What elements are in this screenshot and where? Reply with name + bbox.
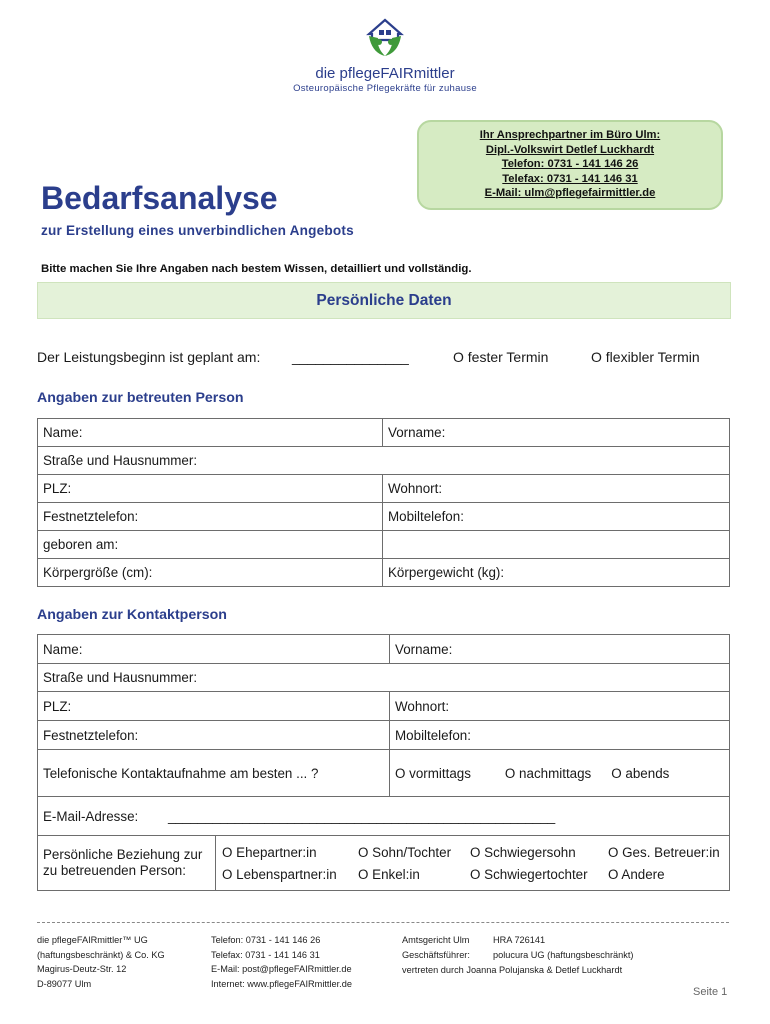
person-weight-field[interactable]: Körpergewicht (kg): [383,559,730,587]
table-row [38,475,730,503]
contact-phone: Telefon: 0731 - 141 146 26 [501,158,639,171]
person-mobile-field[interactable]: Mobiltelefon: [383,503,730,531]
contact-plz-field[interactable]: PLZ: [38,692,390,721]
table-row [38,836,730,891]
contact-email-field[interactable] [38,797,730,836]
table-row [38,635,730,664]
person-empty-cell[interactable] [383,531,730,559]
contact-person-section-heading: Angaben zur Kontaktperson [37,607,227,623]
footer-represented: vertreten durch Joanna Polujanska & Detlef Luckhardt [402,965,623,975]
table-row [38,419,730,447]
contact-reach-options [390,750,730,797]
table-row [38,447,730,475]
person-form-table [37,418,730,587]
person-city-field[interactable]: Wohnort: [383,475,730,503]
contact-heading: Ihr Ansprechpartner im Büro Ulm: [479,129,661,141]
footer-contact [211,933,352,991]
table-row [38,664,730,692]
footer-company-line: D-89077 Ulm [37,978,92,989]
person-street-field[interactable]: Straße und Hausnummer: [38,447,730,475]
footer-phone: Telefon: 0731 - 141 146 26 [211,935,321,945]
footer-divider [37,922,729,923]
contact-info-box [417,120,723,210]
person-birthdate-field[interactable]: geboren am: [38,531,383,559]
footer-company-line: Magirus-Deutz-Str. 12 [37,964,127,974]
relation-option-daughter-in-law[interactable]: O Schwiegertochter [470,866,588,882]
relation-option-son-in-law[interactable]: O Schwiegersohn [470,844,576,860]
footer-company [37,933,165,991]
footer-court-label: Amtsgericht Ulm [402,935,470,945]
relation-option-guardian[interactable]: O Ges. Betreuer:in [608,844,720,860]
logo-tagline: Osteuropäische Pflegekräfte für zuhause [293,83,477,94]
contact-person-name: Dipl.-Volkswirt Detlef Luckhardt [485,143,655,156]
contact-mobile-field[interactable]: Mobiltelefon: [390,721,730,750]
contact-city-field[interactable]: Wohnort: [390,692,730,721]
contact-fax: Telefax: 0731 - 141 146 31 [502,172,638,185]
logo-brand-text: die pflegeFAIRmittler [315,65,455,82]
house-logo-icon [365,18,405,58]
footer-company-line: (haftungsbeschränkt) & Co. KG [37,949,165,960]
person-section-heading: Angaben zur betreuten Person [37,390,244,406]
start-date-label: Der Leistungsbeginn ist geplant am: [37,349,261,365]
footer-ceo-value: polucura UG (haftungsbeschränkt) [493,949,634,960]
person-plz-field[interactable]: PLZ: [38,475,383,503]
page-number: Seite 1 [693,986,728,998]
table-row [38,692,730,721]
instruction-text: Bitte machen Sie Ihre Angaben nach bestem Wissen, detailliert und vollständig. [41,263,472,275]
footer-company-line: die pflegeFAIRmittler™ UG [37,935,148,945]
footer-ceo-label: Geschäftsführer: [402,949,470,960]
section-header-personal-data: Persönliche Daten [37,282,731,319]
flexible-date-option[interactable]: O flexibler Termin [591,349,700,365]
relation-option-spouse[interactable]: O Ehepartner:in [222,844,317,860]
person-landline-field[interactable]: Festnetztelefon: [38,503,383,531]
reach-morning-option[interactable]: O vormittags [395,765,471,781]
company-logo [0,18,770,94]
email-label: E-Mail-Adresse: [43,808,139,824]
relation-options [216,836,730,891]
relation-option-other[interactable]: O Andere [608,866,665,882]
relation-label [38,836,216,891]
person-name-field[interactable]: Name: [38,419,383,447]
page-subtitle: zur Erstellung eines unverbindlichen Angebots [41,223,354,238]
contact-person-form-table [37,634,730,891]
fixed-date-option[interactable]: O fester Termin [453,349,549,365]
table-row [38,559,730,587]
relation-label-line1: Persönliche Beziehung zur [43,847,203,862]
relation-option-grandchild[interactable]: O Enkel:in [358,866,420,882]
table-row [38,503,730,531]
person-height-field[interactable]: Körpergröße (cm): [38,559,383,587]
footer-fax: Telefax: 0731 - 141 146 31 [211,949,320,960]
table-row [38,750,730,797]
contact-landline-field[interactable]: Festnetztelefon: [38,721,390,750]
page-title: Bedarfsanalyse [41,180,278,216]
person-vorname-field[interactable]: Vorname: [383,419,730,447]
reach-afternoon-option[interactable]: O nachmittags [504,765,592,781]
contact-name-field[interactable]: Name: [38,635,390,664]
table-row [38,531,730,559]
footer-website-link[interactable]: Internet: www.pflegeFAIRmittler.de [211,978,352,989]
footer-email-link[interactable]: E-Mail: post@pflegeFAIRmittler.de [211,964,352,974]
relation-label-line2: zu betreuenden Person: [43,863,186,878]
contact-vorname-field[interactable]: Vorname: [390,635,730,664]
table-row [38,797,730,836]
email-blank[interactable]: ____________________________________________________ [167,808,556,824]
footer-legal [402,933,633,978]
relation-option-son-daughter[interactable]: O Sohn/Tochter [358,844,452,860]
contact-email-link[interactable]: E-Mail: ulm@pflegefairmittler.de [484,187,656,200]
contact-reach-label: Telefonische Kontaktaufnahme am besten ... ? [38,750,390,797]
start-date-field[interactable]: _______________ [292,349,409,365]
contact-street-field[interactable]: Straße und Hausnummer: [38,664,730,692]
relation-option-partner[interactable]: O Lebenspartner:in [222,866,337,882]
table-row [38,721,730,750]
footer-court-value: HRA 726141 [493,935,546,945]
reach-evening-option[interactable]: O abends [611,765,670,781]
